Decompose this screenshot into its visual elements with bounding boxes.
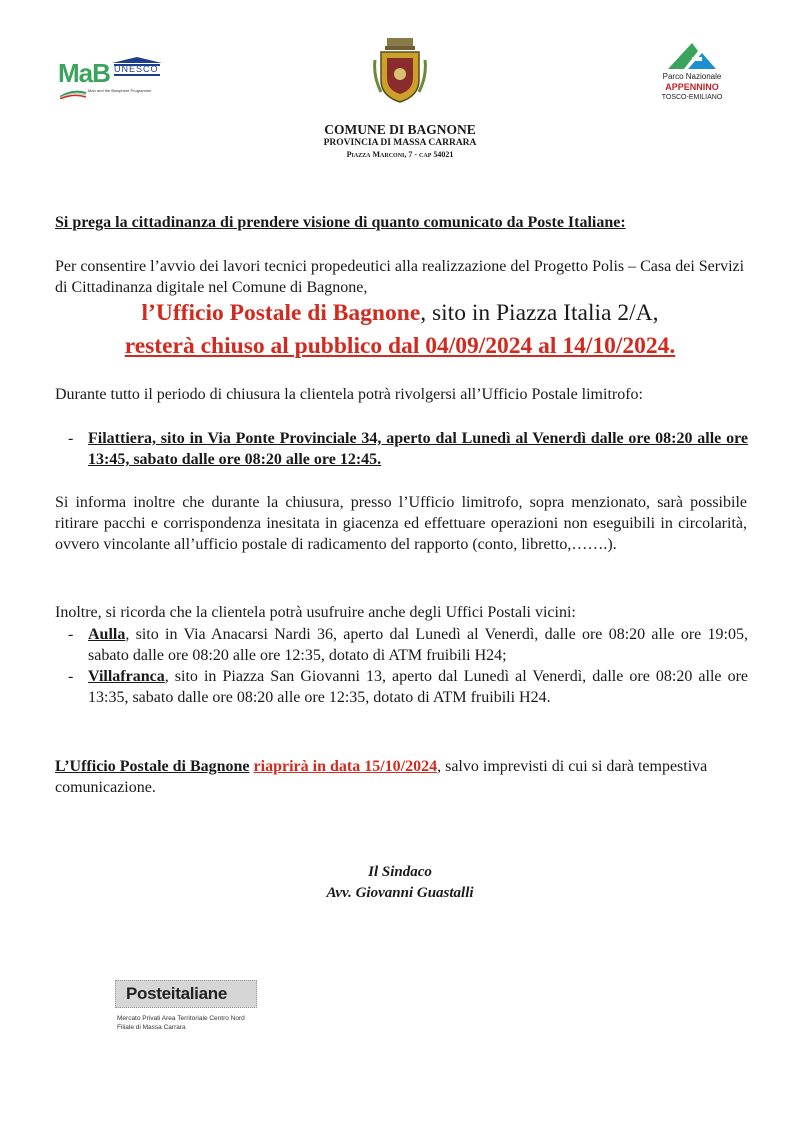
paragraph-services: Si informa inoltre che durante la chiusura, presso l’Ufficio limitrofo, sopra menzionato, sarà possibile ritirare pacchi e corrispondenza inesitata in giacenza ed effettuare operazioni non eseguibili in circolarità, ovvero vincolante all’ufficio postale di radicamento del rapporto (conto, libretto,…….). bbox=[55, 494, 747, 553]
unesco-text: UNESCO bbox=[114, 64, 159, 74]
paragraph-project: Per consentire l’avvio dei lavori tecnici propedeutici alla realizzazione del Progetto Polis – Casa dei Servizi di Cittadinanza digitale nel Comune di Bagnone, bbox=[55, 258, 745, 296]
bagnone-crest-icon bbox=[373, 36, 427, 106]
aulla-text: , sito in Via Anacarsi Nardi 36, aperto dal Lunedì al Venerdì, dalle ore 08:20 alle ore 19:05, sabato dalle ore 08:20 alle ore 12:35, dotato di ATM fruibili H24; bbox=[88, 626, 748, 664]
reopen-office: L’Ufficio Postale di Bagnone bbox=[55, 758, 250, 775]
closure-office-line bbox=[0, 300, 800, 327]
office-location: , sito in Piazza Italia 2/A, bbox=[420, 300, 659, 326]
signature-role: Il Sindaco bbox=[368, 864, 432, 880]
province-line: PROVINCIA DI MASSA CARRARA bbox=[323, 138, 477, 148]
mab-unesco-logo bbox=[58, 50, 168, 108]
reopening-paragraph bbox=[55, 756, 747, 798]
list-item-aulla bbox=[68, 624, 748, 666]
bullet-dash: - bbox=[68, 430, 74, 447]
municipality-title: COMUNE DI BAGNONE bbox=[324, 122, 476, 137]
parco-line2: APPENNINO bbox=[665, 82, 719, 92]
aulla-town: Aulla bbox=[88, 626, 126, 643]
list-item-villafranca bbox=[68, 666, 748, 708]
paragraph-other-offices: Inoltre, si ricorda che la clientela potrà usufruire anche degli Uffici Postali vicini: bbox=[55, 604, 576, 621]
reopen-rest: , salvo imprevisti di cui si darà tempestiva comunicazione. bbox=[55, 758, 708, 796]
poste-sub-line1: Mercato Privati Area Territoriale Centro Nord bbox=[117, 1015, 245, 1022]
poste-sub-text bbox=[117, 1014, 245, 1032]
bullet-dash: - bbox=[68, 668, 74, 685]
bullet-dash: - bbox=[68, 626, 74, 643]
closure-dates: resterà chiuso al pubblico dal 04/09/2024 al 14/10/2024. bbox=[124, 333, 676, 359]
villafranca-town: Villafranca bbox=[88, 668, 165, 685]
list-item-filattiera bbox=[68, 428, 748, 470]
mab-logo-text: MaB bbox=[58, 58, 110, 88]
poste-logo-text: Posteitaliane bbox=[126, 984, 227, 1003]
italian-flag-swoosh-icon bbox=[60, 86, 86, 96]
poste-italiane-logo bbox=[115, 980, 257, 1008]
office-name-highlight: l’Ufficio Postale di Bagnone bbox=[141, 300, 421, 326]
parco-appennino-logo bbox=[652, 43, 732, 113]
address-line: Piazza Marconi, 7 - cap 54021 bbox=[346, 150, 454, 159]
mab-tagline: Man and the Biosphere Programme bbox=[88, 88, 152, 93]
paragraph-nearby-office: Durante tutto il periodo di chiusura la clientela potrà rivolgersi all’Ufficio Postale limitrofo: bbox=[55, 386, 643, 403]
mountain-icon bbox=[662, 43, 722, 69]
parco-line3: TOSCO-EMILIANO bbox=[661, 94, 723, 101]
intro-heading: Si prega la cittadinanza di prendere visione di quanto comunicato da Poste Italiane: bbox=[55, 214, 626, 231]
poste-sub-line2: Filiale di Massa Carrara bbox=[117, 1024, 186, 1031]
filattiera-text: Filattiera, sito in Via Ponte Provinciale 34, aperto dal Lunedì al Venerdì dalle ore 08:20 alle ore 13:45, sabato dalle ore 08:20 alle ore 12:45. bbox=[88, 430, 748, 468]
parco-line1: Parco Nazionale bbox=[662, 72, 722, 81]
villafranca-text: , sito in Piazza San Giovanni 13, aperto dal Lunedì al Venerdì, dalle ore 08:20 alle ore 13:35, sabato dalle ore 08:20 alle ore 12:35, dotato di ATM fruibili H24. bbox=[88, 668, 748, 706]
signature-name: Avv. Giovanni Guastalli bbox=[326, 885, 474, 901]
reopen-date: riaprirà in data 15/10/2024 bbox=[253, 758, 438, 775]
